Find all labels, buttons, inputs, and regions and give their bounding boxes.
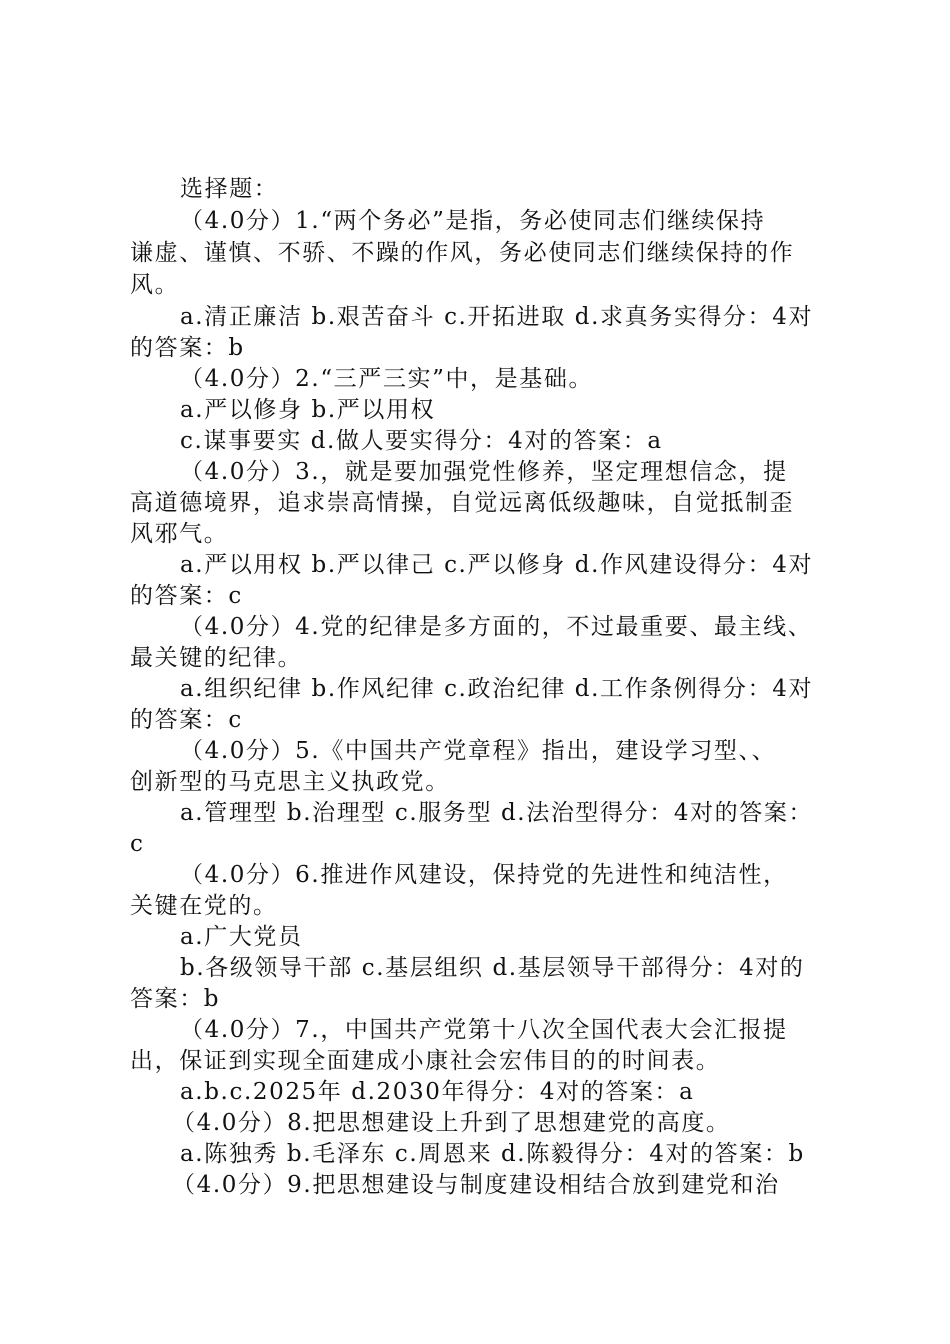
question-7-line-2: 出，保证到实现全面建成小康社会宏伟目的的时间表。 <box>130 1048 721 1074</box>
question-1-line-2: 谦虚、谨慎、不骄、不躁的作风，务必使同志们继续保持的作 <box>130 240 795 266</box>
question-3-options: a.严以用权 b.严以律己 c.严以修身 d.作风建设得分：4对 <box>180 552 814 578</box>
question-4-line-1: （4.0分）4.党的纪律是多方面的，不过最重要、最主线、 <box>180 614 813 640</box>
question-1-line-1: （4.0分）1.“两个务必”是指，务必使同志们继续保持 <box>180 208 766 234</box>
question-4-options: a.组织纪律 b.作风纪律 c.政治纪律 d.工作条例得分：4对 <box>180 676 814 702</box>
question-5-line-1: （4.0分）5.《中国共产党章程》指出，建设学习型、、 <box>180 738 777 764</box>
question-6-options-1: a.广大党员 <box>180 924 303 950</box>
question-6-options-2: b.各级领导干部 c.基层组织 d.基层领导干部得分：4对的 <box>180 955 805 981</box>
question-7-line-1: （4.0分）7.，中国共产党第十八次全国代表大会汇报提 <box>180 1017 788 1043</box>
question-8-line-1: （4.0分）8.把思想建设上升到了思想建党的高度。 <box>172 1110 731 1136</box>
question-3-line-1: （4.0分）3.，就是要加强党性修养，坚定理想信念，提 <box>180 459 788 485</box>
question-8-options: a.陈独秀 b.毛泽东 c.周恩来 d.陈毅得分：4对的答案：b <box>180 1141 805 1167</box>
question-4-line-2: 最关键的纪律。 <box>130 645 303 671</box>
question-6-line-1: （4.0分）6.推进作风建设，保持党的先进性和纯洁性， <box>180 862 788 888</box>
question-2-options-1: a.严以修身 b.严以用权 <box>180 397 436 423</box>
question-2-options-2: c.谋事要实 d.做人要实得分：4对的答案：a <box>180 428 663 454</box>
question-1-answer: 的答案：b <box>130 335 245 361</box>
question-1-line-3: 风。 <box>130 272 180 298</box>
question-5-answer: c <box>130 831 145 857</box>
question-5-options: a.管理型 b.治理型 c.服务型 d.法治型得分：4对的答案： <box>180 800 814 826</box>
question-3-answer: 的答案：c <box>130 583 243 609</box>
question-7-options: a.b.c.2025年 d.2030年得分：4对的答案：a <box>180 1079 695 1105</box>
question-1-options: a.清正廉洁 b.艰苦奋斗 c.开拓进取 d.求真务实得分：4对 <box>180 304 814 330</box>
question-6-answer: 答案：b <box>130 986 221 1012</box>
question-3-line-2: 高道德境界，追求崇高情操，自觉远离低级趣味，自觉抵制歪 <box>130 490 795 516</box>
question-2-line-1: （4.0分）2.“三严三实”中，是基础。 <box>180 366 594 392</box>
question-6-line-2: 关键在党的。 <box>130 893 278 919</box>
question-9-line-1: （4.0分）9.把思想建设与制度建设相结合放到建党和治 <box>172 1172 780 1198</box>
question-5-line-2: 创新型的马克思主义执政党。 <box>130 769 450 795</box>
question-3-line-3: 风邪气。 <box>130 521 229 547</box>
question-4-answer: 的答案：c <box>130 707 243 733</box>
section-heading: 选择题： <box>180 176 279 202</box>
